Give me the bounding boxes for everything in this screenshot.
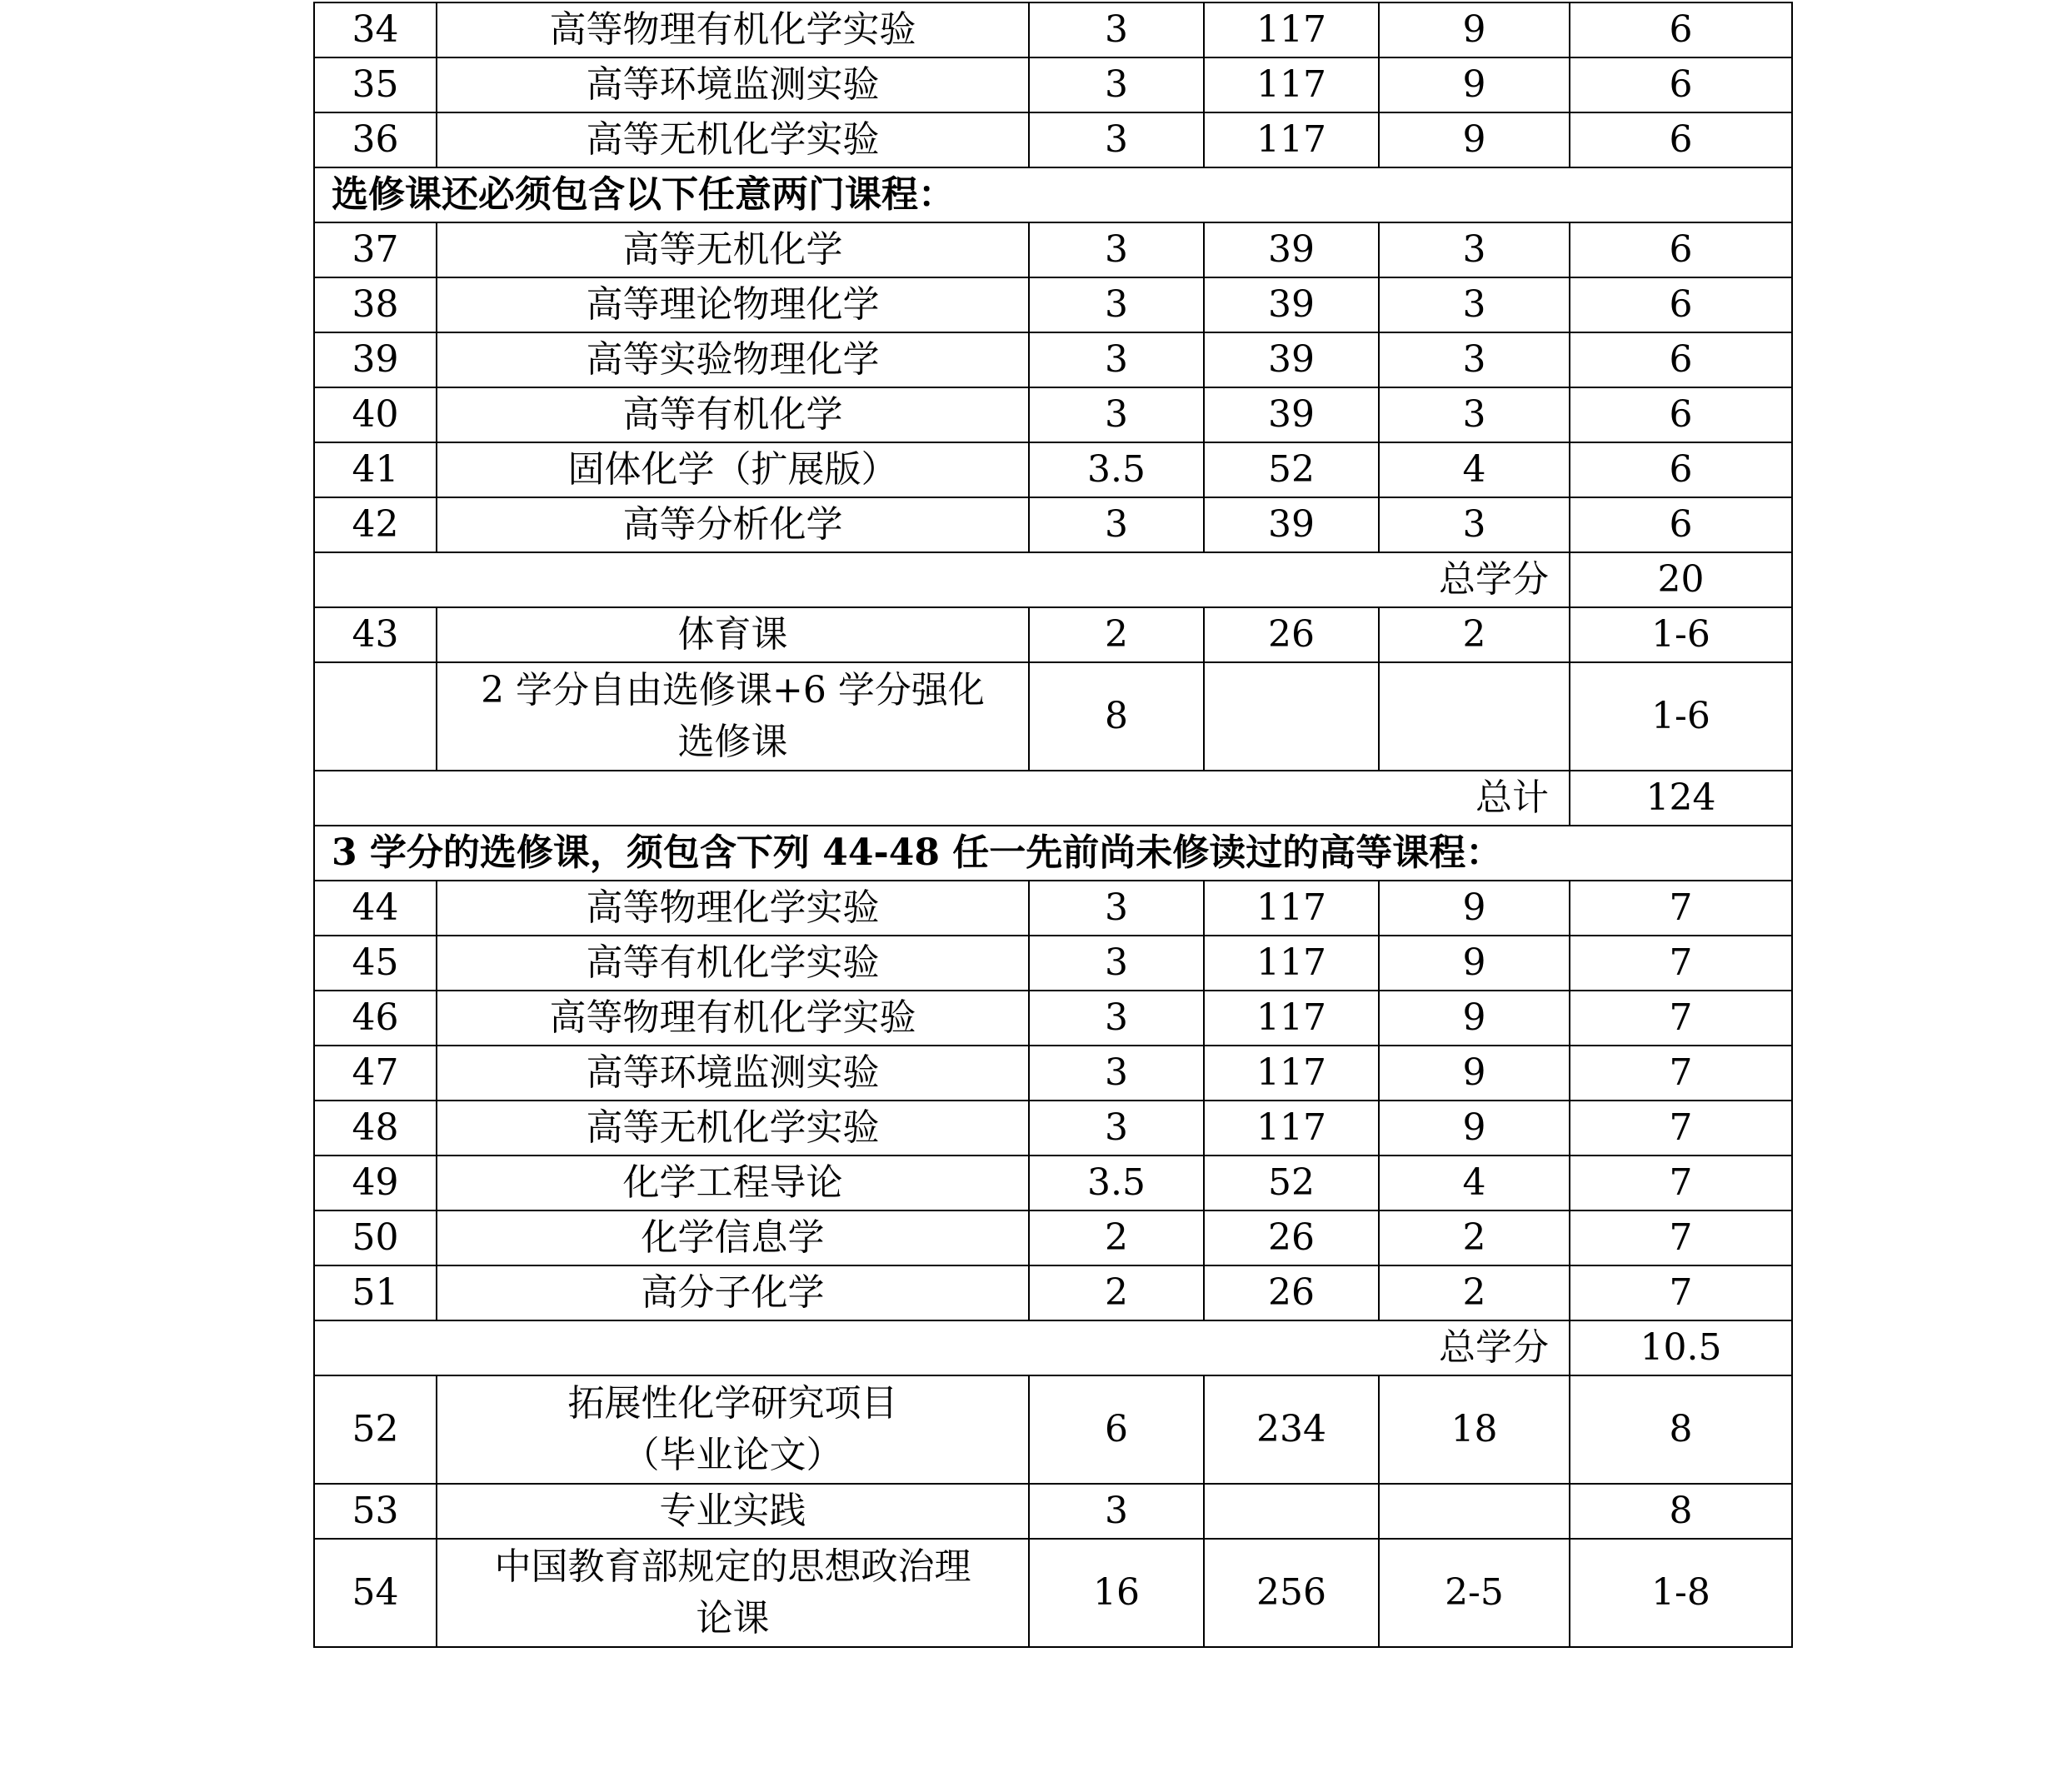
course-semester: 1-6: [1570, 607, 1792, 662]
course-name: 高等物理有机化学实验: [437, 991, 1029, 1046]
table-row: [314, 277, 1792, 332]
course-credits: 3: [1029, 497, 1204, 552]
course-semester: 7: [1570, 1265, 1792, 1320]
course-semester: 7: [1570, 936, 1792, 991]
course-hours: 52: [1204, 1156, 1379, 1210]
course-name: 高等有机化学实验: [437, 936, 1029, 991]
course-hours: 39: [1204, 222, 1379, 277]
summary-row: [314, 552, 1792, 607]
table-row: [314, 1539, 1792, 1647]
course-weekly-hours: 9: [1379, 57, 1570, 112]
course-name-line: 选修课: [677, 721, 788, 763]
course-credits: 8: [1029, 662, 1204, 771]
section-row: [314, 826, 1792, 881]
course-semester: 6: [1570, 222, 1792, 277]
course-weekly-hours: 4: [1379, 1156, 1570, 1210]
table-row: [314, 936, 1792, 991]
course-semester: 6: [1570, 57, 1792, 112]
course-name: 专业实践: [437, 1484, 1029, 1539]
table-row: [314, 442, 1792, 497]
course-hours: 39: [1204, 497, 1379, 552]
course-name: 高等物理化学实验: [437, 881, 1029, 936]
table-row: [314, 1101, 1792, 1156]
course-hours: 117: [1204, 57, 1379, 112]
course-name: 化学信息学: [437, 1210, 1029, 1265]
course-credits: 3: [1029, 881, 1204, 936]
table-row: [314, 662, 1792, 771]
course-name: [437, 1539, 1029, 1647]
summary-row: [314, 771, 1792, 826]
course-name-line: 2 学分自由选修课+6 学分强化: [481, 669, 985, 711]
course-name: [437, 1375, 1029, 1484]
table-row: [314, 991, 1792, 1046]
course-number: 49: [314, 1156, 437, 1210]
course-hours: [1204, 662, 1379, 771]
course-weekly-hours: 9: [1379, 112, 1570, 167]
course-credits: 16: [1029, 1539, 1204, 1647]
course-hours: 26: [1204, 607, 1379, 662]
course-number: [314, 662, 437, 771]
course-semester: 6: [1570, 332, 1792, 387]
course-credits: 3: [1029, 1101, 1204, 1156]
course-name-line: 拓展性化学研究项目: [567, 1382, 898, 1425]
course-semester: 6: [1570, 112, 1792, 167]
section-header: 选修课还必须包含以下任意两门课程：: [314, 167, 1792, 222]
course-hours: 39: [1204, 332, 1379, 387]
table-row: [314, 607, 1792, 662]
course-credits: 3.5: [1029, 1156, 1204, 1210]
course-number: 47: [314, 1046, 437, 1101]
summary-value: 20: [1570, 552, 1792, 607]
course-name: 高等理论物理化学: [437, 277, 1029, 332]
course-weekly-hours: [1379, 662, 1570, 771]
course-name: 高等环境监测实验: [437, 57, 1029, 112]
course-name: 高等物理有机化学实验: [437, 2, 1029, 57]
table-row: [314, 1375, 1792, 1484]
course-weekly-hours: 3: [1379, 497, 1570, 552]
course-credits: 2: [1029, 1265, 1204, 1320]
course-credits: 3: [1029, 332, 1204, 387]
course-weekly-hours: 9: [1379, 1101, 1570, 1156]
course-hours: 117: [1204, 991, 1379, 1046]
course-number: 37: [314, 222, 437, 277]
summary-value: 124: [1570, 771, 1792, 826]
course-name: 高等无机化学实验: [437, 1101, 1029, 1156]
course-credits: 3: [1029, 277, 1204, 332]
course-semester: 7: [1570, 1210, 1792, 1265]
course-credits: 3.5: [1029, 442, 1204, 497]
course-semester: 1-6: [1570, 662, 1792, 771]
table-row: [314, 332, 1792, 387]
course-hours: 117: [1204, 881, 1379, 936]
section-header: 3 学分的选修课，须包含下列 44-48 任一先前尚未修读过的高等课程：: [314, 826, 1792, 881]
course-credits: 3: [1029, 1046, 1204, 1101]
course-credits: 3: [1029, 991, 1204, 1046]
course-number: 36: [314, 112, 437, 167]
course-hours: 234: [1204, 1375, 1379, 1484]
course-number: 45: [314, 936, 437, 991]
course-hours: 39: [1204, 387, 1379, 442]
section-row: [314, 167, 1792, 222]
course-credits: 3: [1029, 2, 1204, 57]
course-credits: 3: [1029, 222, 1204, 277]
course-number: 44: [314, 881, 437, 936]
summary-label: 总学分: [314, 1320, 1570, 1375]
course-hours: 117: [1204, 1046, 1379, 1101]
course-weekly-hours: 3: [1379, 387, 1570, 442]
course-number: 52: [314, 1375, 437, 1484]
course-weekly-hours: 2: [1379, 1265, 1570, 1320]
course-weekly-hours: 3: [1379, 332, 1570, 387]
course-semester: 7: [1570, 991, 1792, 1046]
course-number: 39: [314, 332, 437, 387]
course-hours: 117: [1204, 936, 1379, 991]
course-weekly-hours: [1379, 1484, 1570, 1539]
course-number: 46: [314, 991, 437, 1046]
course-semester: 6: [1570, 2, 1792, 57]
course-name: 高等有机化学: [437, 387, 1029, 442]
course-semester: 7: [1570, 1156, 1792, 1210]
course-weekly-hours: 9: [1379, 2, 1570, 57]
table-row: [314, 2, 1792, 57]
course-name: 高等无机化学: [437, 222, 1029, 277]
course-number: 48: [314, 1101, 437, 1156]
course-credits: 2: [1029, 607, 1204, 662]
table-row: [314, 112, 1792, 167]
table-row: [314, 1210, 1792, 1265]
course-name: 高等环境监测实验: [437, 1046, 1029, 1101]
course-weekly-hours: 18: [1379, 1375, 1570, 1484]
summary-label: 总计: [314, 771, 1570, 826]
course-number: 42: [314, 497, 437, 552]
course-name-line: 论课: [696, 1597, 770, 1640]
course-credits: 3: [1029, 112, 1204, 167]
course-hours: 256: [1204, 1539, 1379, 1647]
course-semester: 7: [1570, 1101, 1792, 1156]
course-hours: 117: [1204, 112, 1379, 167]
course-name: 化学工程导论: [437, 1156, 1029, 1210]
summary-row: [314, 1320, 1792, 1375]
course-weekly-hours: 4: [1379, 442, 1570, 497]
table-row: [314, 57, 1792, 112]
course-number: 54: [314, 1539, 437, 1647]
course-name: 高等无机化学实验: [437, 112, 1029, 167]
course-credits: 6: [1029, 1375, 1204, 1484]
course-weekly-hours: 2-5: [1379, 1539, 1570, 1647]
course-semester: 7: [1570, 881, 1792, 936]
table-row: [314, 1046, 1792, 1101]
course-semester: 6: [1570, 442, 1792, 497]
course-name: [437, 662, 1029, 771]
course-number: 50: [314, 1210, 437, 1265]
course-name: 高分子化学: [437, 1265, 1029, 1320]
table-row: [314, 881, 1792, 936]
course-number: 34: [314, 2, 437, 57]
course-name: 高等实验物理化学: [437, 332, 1029, 387]
course-name: 固体化学（扩展版）: [437, 442, 1029, 497]
course-semester: 8: [1570, 1484, 1792, 1539]
course-weekly-hours: 3: [1379, 277, 1570, 332]
course-hours: 26: [1204, 1210, 1379, 1265]
course-weekly-hours: 9: [1379, 936, 1570, 991]
course-semester: 1-8: [1570, 1539, 1792, 1647]
course-credits: 3: [1029, 387, 1204, 442]
course-semester: 8: [1570, 1375, 1792, 1484]
course-weekly-hours: 3: [1379, 222, 1570, 277]
table-row: [314, 497, 1792, 552]
table-row: [314, 222, 1792, 277]
table-row: [314, 1484, 1792, 1539]
table-row: [314, 1265, 1792, 1320]
course-number: 41: [314, 442, 437, 497]
course-name: 高等分析化学: [437, 497, 1029, 552]
course-semester: 6: [1570, 277, 1792, 332]
table-row: [314, 387, 1792, 442]
course-weekly-hours: 2: [1379, 607, 1570, 662]
course-name-line: （毕业论文）: [622, 1434, 843, 1476]
course-hours: [1204, 1484, 1379, 1539]
course-semester: 6: [1570, 387, 1792, 442]
curriculum-table: [313, 2, 1793, 1648]
course-weekly-hours: 9: [1379, 991, 1570, 1046]
course-credits: 3: [1029, 57, 1204, 112]
table-row: [314, 1156, 1792, 1210]
course-number: 51: [314, 1265, 437, 1320]
summary-value: 10.5: [1570, 1320, 1792, 1375]
course-semester: 6: [1570, 497, 1792, 552]
summary-label: 总学分: [314, 552, 1570, 607]
course-hours: 117: [1204, 2, 1379, 57]
course-hours: 117: [1204, 1101, 1379, 1156]
course-hours: 26: [1204, 1265, 1379, 1320]
course-number: 35: [314, 57, 437, 112]
course-weekly-hours: 9: [1379, 881, 1570, 936]
course-weekly-hours: 9: [1379, 1046, 1570, 1101]
course-number: 38: [314, 277, 437, 332]
course-name-line: 中国教育部规定的思想政治理: [494, 1545, 971, 1588]
course-semester: 7: [1570, 1046, 1792, 1101]
course-number: 40: [314, 387, 437, 442]
course-name: 体育课: [437, 607, 1029, 662]
course-number: 43: [314, 607, 437, 662]
course-number: 53: [314, 1484, 437, 1539]
course-hours: 39: [1204, 277, 1379, 332]
course-credits: 2: [1029, 1210, 1204, 1265]
course-credits: 3: [1029, 936, 1204, 991]
course-hours: 52: [1204, 442, 1379, 497]
course-weekly-hours: 2: [1379, 1210, 1570, 1265]
course-credits: 3: [1029, 1484, 1204, 1539]
